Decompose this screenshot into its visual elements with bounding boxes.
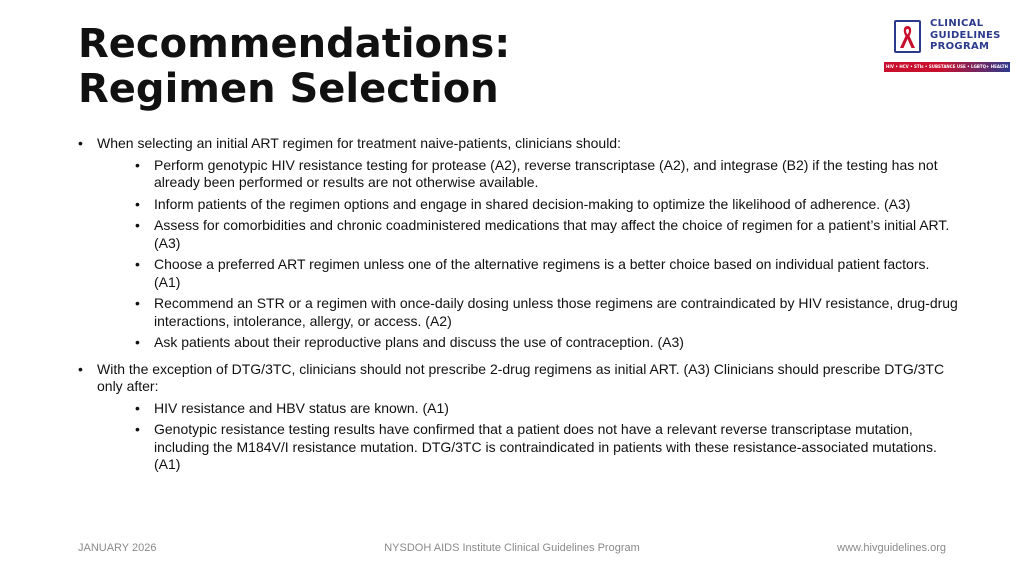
bullet-item [78, 135, 958, 352]
title-line-2: Regimen Selection [78, 66, 499, 112]
sub-bullet-item: • Genotypic resistance testing results have confirmed that a patient does not have a relevant reverse transcriptase mutation, including the M184V/I resistance mutation. DTG/3TC is contraindicated in patients with these resistance-associated mutations. (A1) [135, 421, 958, 474]
sub-bullet-item: • Inform patients of the regimen options and engage in shared decision-making to optimize the likelihood of adherence. (A3) [135, 196, 958, 214]
page-title [78, 22, 510, 112]
footer-program: NYSDOH AIDS Institute Clinical Guidelines Program [384, 542, 640, 554]
red-ribbon-icon [896, 22, 919, 51]
logo-line-3: PROGRAM [930, 41, 990, 52]
sub-bullet-item: • Ask patients about their reproductive plans and discuss the use of contraception. (A3) [135, 334, 958, 352]
sub-bullet-list [97, 157, 958, 352]
sub-bullet-item: • HIV resistance and HBV status are known. (A1) [135, 400, 958, 418]
logo-line-2: GUIDELINES [930, 29, 1001, 41]
bullet-content [78, 135, 958, 483]
sub-bullet-item: • Perform genotypic HIV resistance testing for protease (A2), reverse transcriptase (A2), and integrase (B2) if the testing has not already been performed or results are not otherwise available. [135, 157, 958, 192]
footer-url: www.hivguidelines.org [837, 542, 946, 554]
footer-date: JANUARY 2026 [78, 542, 157, 554]
logo-frame [894, 20, 921, 53]
bullet-text: When selecting an initial ART regimen for treatment naive-patients, clinicians should: [97, 135, 621, 151]
bullet-text: With the exception of DTG/3TC, clinicians should not prescribe 2-drug regimens as initial ART. (A3) Clinicians should prescribe DTG/3TC only after: [97, 360, 945, 394]
clinical-guidelines-logo [884, 18, 1012, 74]
logo-line-1: CLINICAL [930, 18, 984, 29]
sub-bullet-list [97, 400, 958, 474]
bullet-item [78, 361, 958, 474]
bullet-list [78, 135, 958, 474]
title-line-1: Recommendations: [78, 21, 511, 67]
logo-text [930, 18, 1001, 53]
sub-bullet-item: • Recommend an STR or a regimen with once-daily dosing unless those regimens are contraindicated by HIV resistance, drug-drug interactions, intolerance, allergy, or access. (A2) [135, 295, 958, 330]
sub-bullet-item: • Assess for comorbidities and chronic coadministered medications that may affect the choice of regimen for a patient’s initial ART. (A3) [135, 217, 958, 252]
sub-bullet-item: • Choose a preferred ART regimen unless one of the alternative regimens is a better choice based on individual patient factors. (A1) [135, 256, 958, 291]
logo-tagline-bar: HIV • HCV • STIs • SUBSTANCE USE • LGBTQ+ HEALTH [884, 62, 1010, 72]
